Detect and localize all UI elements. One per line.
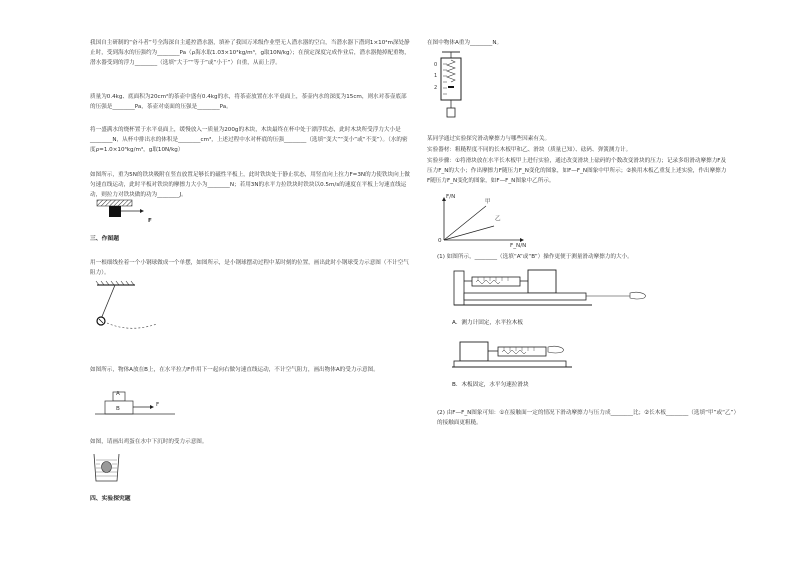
fig4-force-label: F bbox=[148, 218, 152, 224]
question-8: 在图中物体A重为________N。 bbox=[427, 40, 503, 46]
setup-b-figure bbox=[452, 337, 662, 375]
question-7: 如图，请画出鸡蛋在水中下沉时的受力示意图。 bbox=[90, 439, 208, 445]
fig6-block-a-label: A bbox=[116, 391, 120, 397]
question-1: 我国自主研制的“奋斗者”号全海深自主遥控潜水器，填补了我国万米级作业型无人潜水器的空白，当潜水器下潜到1×10⁴m深处静止时，受到海水的压强约为________Pa（ρ海水取1.03×10³kg/m³，g取10N/kg）；在预定深度完成作业后，潜水器抛掉配重物，潜水器受到的浮力________（选填“大于”“等于”或“小于”）自重，从而上浮。 bbox=[90, 40, 410, 66]
spring-scale-figure bbox=[430, 50, 480, 122]
stacked-blocks-figure bbox=[95, 389, 185, 421]
question-4: 如图所示，重为5N的铁块吸附在竖直放置足够长的磁性平板上，此时铁块处于静止状态，用竖直向上拉力F=3N的力使铁块向上做匀速直线运动，此时平板对铁块的摩擦力大小为________N；若用3N的水平力拉铁块时铁块以0.5m/s的速度在平板上匀速直线运动，则拉力对铁块做的功为________J。 bbox=[90, 172, 410, 198]
svg-text:0: 0 bbox=[434, 62, 438, 68]
fig6-block-b-label: B bbox=[116, 406, 120, 412]
question-9-steps: 实验步骤：①将滑块放在水平长木板甲上进行实验，通过改变滑块上砝码的个数改变滑块的压力；记录多组滑动摩擦力F及压力F_N的大小；作出摩擦力F随压力F_N变化的图象，如F—F_N图象中甲所示；②换用木板乙重复上述实验，作出摩擦力F随压力F_N变化的图象，如F—F_N图象中乙所示。 bbox=[427, 158, 727, 184]
fig6-force-label: F bbox=[156, 402, 160, 408]
question-9-2: (2) 由F—F_N图象可知：①在接触面一定的情况下滑动摩擦力与压力成________比；②长木板________（选填“甲”或“乙”）的接触面更粗糙。 bbox=[437, 410, 737, 426]
question-9-materials: 实验器材：粗糙程度不同的长木板甲和乙、滑块（质量已知）、砝码、弹簧测力计。 bbox=[427, 147, 632, 153]
question-9-1: (1) 如图所示，________（选填“A”或“B”）操作更便于测量滑动摩擦力的大小。 bbox=[437, 254, 633, 260]
question-9-intro: 某同学通过实验探究滑动摩擦力与哪些因素有关。 bbox=[427, 136, 551, 142]
graph-x-label: F_N/N bbox=[510, 243, 527, 249]
egg-in-water-figure bbox=[92, 452, 122, 484]
question-2: 质量为0.4kg、底面积为20cm²的茶壶中盛有0.4kg的水，将茶壶放置在水平桌面上，茶壶内水的深度为15cm，则水对茶壶底部的压强是________Pa，茶壶对桌面的压强是________Pa。 bbox=[90, 94, 407, 110]
section-3-title: 三、作图题 bbox=[90, 236, 119, 242]
setup-a-caption: A．测力计固定，水平拉木板 bbox=[452, 320, 523, 326]
svg-text:2: 2 bbox=[434, 85, 438, 91]
question-5: 用一根细线拴着一个小钢球做成一个单摆，如图所示，是小钢球摆动过程中某时刻的位置，画出此时小钢球受力示意图（不计空气阻力）。 bbox=[90, 260, 409, 276]
magnet-block-figure bbox=[95, 199, 165, 223]
setup-b-caption: B．木板固定，水平匀速拉滑块 bbox=[452, 382, 529, 388]
graph-line-jia: 甲 bbox=[485, 199, 491, 205]
svg-text:1: 1 bbox=[434, 73, 438, 79]
graph-origin: 0 bbox=[438, 238, 442, 244]
graph-y-label: F/N bbox=[446, 194, 456, 200]
pendulum-figure bbox=[95, 283, 175, 333]
setup-a-figure bbox=[452, 266, 662, 314]
question-6: 如图所示，物体A放在B上，在水平拉力F作用下一起向右做匀速直线运动，不计空气阻力，画出物体A的受力示意图。 bbox=[90, 367, 379, 373]
section-4-title: 四、实验探究题 bbox=[90, 496, 131, 502]
graph-line-yi: 乙 bbox=[495, 216, 501, 222]
question-3: 将一盛满水的烧杯置于水平桌面上，缓慢放入一质量为200g的木块，木块最终在杯中处于漂浮状态，此时木块所受浮力大小是________N，从杯中排出水的体积是________cm³，上述过程中水对杯底的压强________（选填“变大”“变小”或“不变”）。（水的密度ρ=1.0×10³kg/m³，g取10N/kg） bbox=[90, 127, 408, 153]
